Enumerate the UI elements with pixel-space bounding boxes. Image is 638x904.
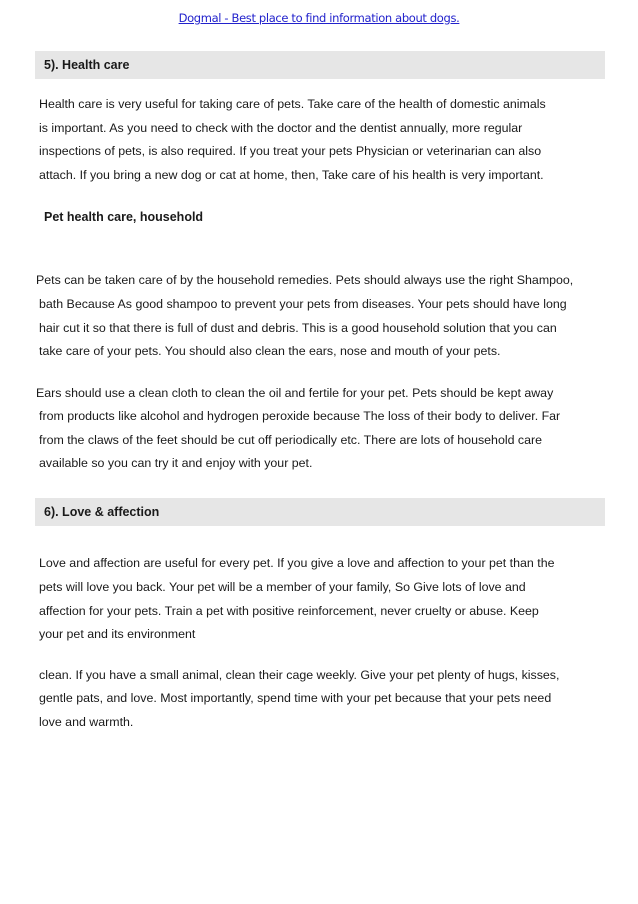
text-line: Love and affection are useful for every pet. If you give a love and affection to your pet than the xyxy=(39,556,555,570)
text-line: from products like alcohol and hydrogen peroxide because The loss of their body to deliver. Far xyxy=(39,409,561,423)
text-line: bath Because As good shampoo to prevent your pets from diseases. Your pets should have long xyxy=(39,297,567,311)
header-site-link[interactable]: Dogmal - Best place to find information about dogs. xyxy=(178,11,460,25)
text-line: love and warmth. xyxy=(39,715,134,729)
text-line: Pets can be taken care of by the household remedies. Pets should always use the right Shampoo, xyxy=(36,273,574,287)
text-line: your pet and its environment xyxy=(39,627,196,641)
text-line: clean. If you have a small animal, clean their cage weekly. Give your pet plenty of hugs, kisses, xyxy=(39,668,560,682)
text-line: Health care is very useful for taking care of pets. Take care of the health of domestic animals xyxy=(39,97,546,111)
text-line: inspections of pets, is also required. If you treat your pets Physician or veterinarian can also xyxy=(39,144,542,158)
text-line: pets will love you back. Your pet will be a member of your family, So Give lots of love and xyxy=(39,580,526,594)
subheading-pet-health-care-household: Pet health care, household xyxy=(44,210,204,224)
section-heading-love-affection xyxy=(35,498,605,526)
text-line: is important. As you need to check with the doctor and the dentist annually, more regular xyxy=(39,121,523,135)
text-line: gentle pats, and love. Most importantly, spend time with your pet because that your pets need xyxy=(39,691,552,705)
section-heading-label: 5). Health care xyxy=(44,58,130,72)
text-line: take care of your pets. You should also clean the ears, nose and mouth of your pets. xyxy=(39,344,501,358)
section-heading-health-care xyxy=(35,51,605,79)
text-line: affection for your pets. Train a pet with positive reinforcement, never cruelty or abuse. Keep xyxy=(39,604,539,618)
text-line: attach. If you bring a new dog or cat at home, then, Take care of his health is very important. xyxy=(39,168,544,182)
text-line: available so you can try it and enjoy with your pet. xyxy=(39,456,313,470)
text-line: from the claws of the feet should be cut off periodically etc. There are lots of household care xyxy=(39,433,543,447)
text-line: Ears should use a clean cloth to clean the oil and fertile for your pet. Pets should be kept away xyxy=(36,386,554,400)
section-heading-label: 6). Love & affection xyxy=(44,505,160,519)
text-line: hair cut it so that there is full of dust and debris. This is a good household solution that you can xyxy=(39,321,557,335)
